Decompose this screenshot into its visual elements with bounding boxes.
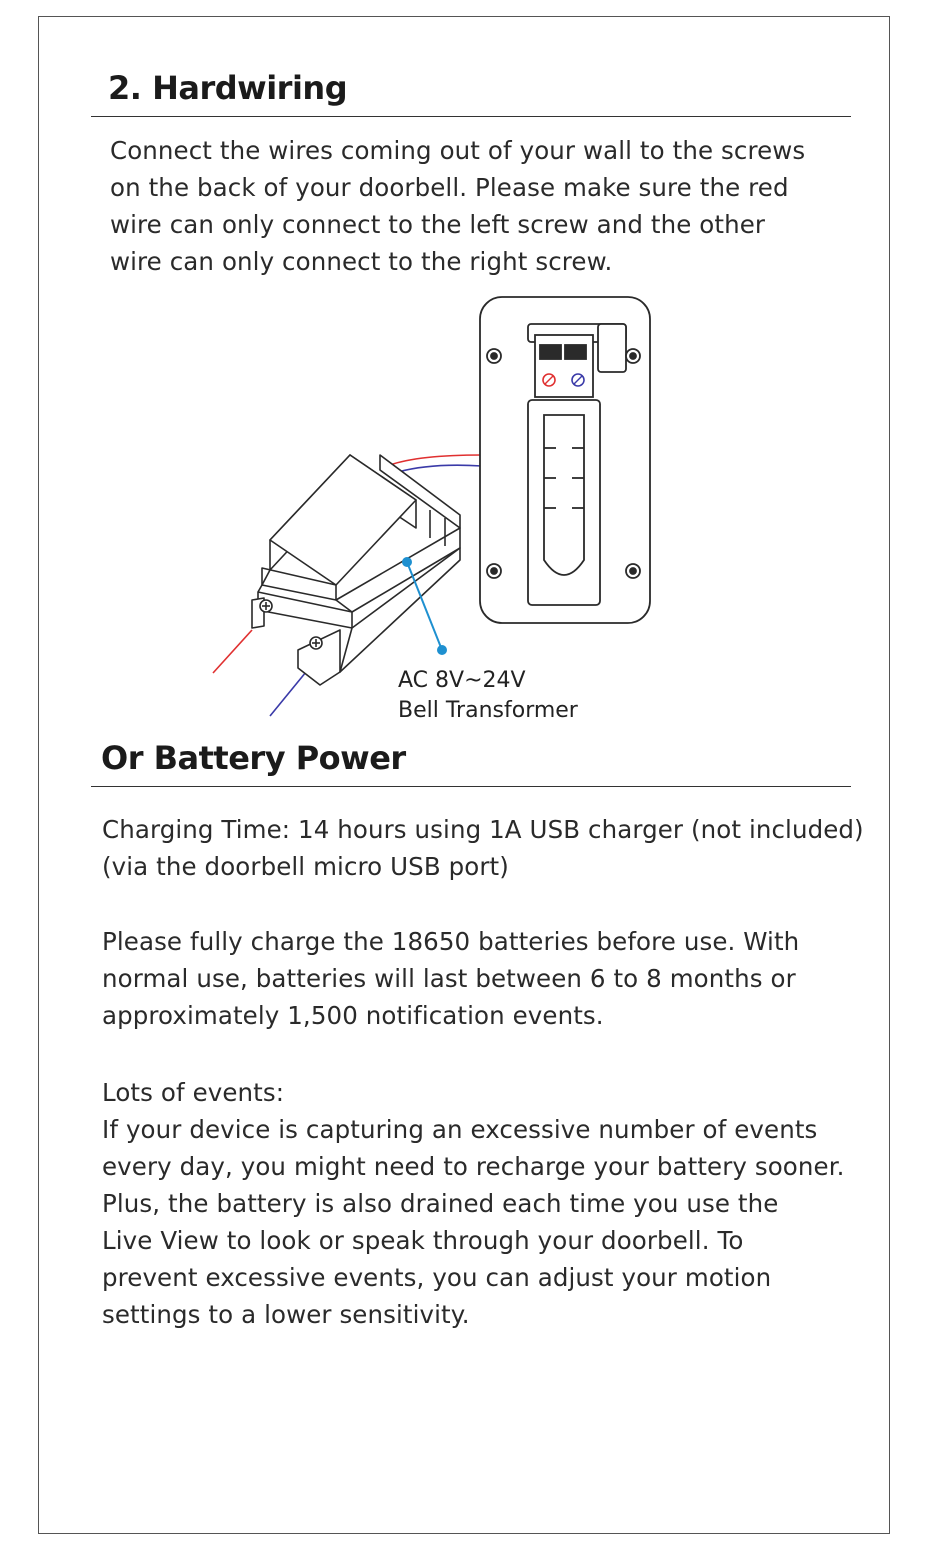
transformer-name-label: Bell Transformer [398, 698, 578, 723]
text-line: wire can only connect to the left screw and the other [110, 210, 766, 239]
text-line: wire can only connect to the right screw. [110, 247, 613, 276]
text-line: (via the doorbell micro USB port) [102, 852, 509, 881]
battery-heading: Or Battery Power [101, 739, 406, 777]
text-line: Plus, the battery is also drained each time you use the [102, 1189, 779, 1218]
hardwiring-heading: 2. Hardwiring [108, 69, 348, 107]
text-line: settings to a lower sensitivity. [102, 1300, 470, 1329]
hardwiring-paragraph [110, 132, 805, 280]
text-line: normal use, batteries will last between 6 to 8 months or [102, 964, 796, 993]
pointer-dot-bottom [437, 645, 447, 655]
text-line: If your device is capturing an excessive number of events [102, 1115, 818, 1144]
lots-of-events-paragraph [102, 1074, 845, 1333]
battery-divider [91, 786, 851, 787]
bell-transformer [252, 455, 460, 685]
hardwiring-divider [91, 116, 851, 117]
pointer-dot-top [402, 557, 412, 567]
charging-time-paragraph [102, 811, 864, 885]
doorbell-back [480, 297, 650, 623]
red-wire-top [390, 455, 482, 465]
text-line: prevent excessive events, you can adjust your motion [102, 1263, 772, 1292]
transformer-voltage-label: AC 8V~24V [398, 668, 526, 693]
text-line: approximately 1,500 notification events. [102, 1001, 604, 1030]
text-line: on the back of your doorbell. Please make sure the red [110, 173, 789, 202]
text-line: Live View to look or speak through your doorbell. To [102, 1226, 744, 1255]
text-line: Connect the wires coming out of your wall to the screws [110, 136, 806, 165]
text-line: Please fully charge the 18650 batteries before use. With [102, 927, 800, 956]
wiring-diagram [200, 290, 670, 730]
text-line: every day, you might need to recharge your battery sooner. [102, 1152, 845, 1181]
blue-wire-top [398, 465, 482, 472]
blue-wire-bottom [270, 672, 306, 716]
charge-before-use-paragraph [102, 923, 799, 1034]
text-line: Lots of events: [102, 1078, 285, 1107]
red-wire-bottom [213, 630, 252, 673]
text-line: Charging Time: 14 hours using 1A USB charger (not included) [102, 815, 864, 844]
